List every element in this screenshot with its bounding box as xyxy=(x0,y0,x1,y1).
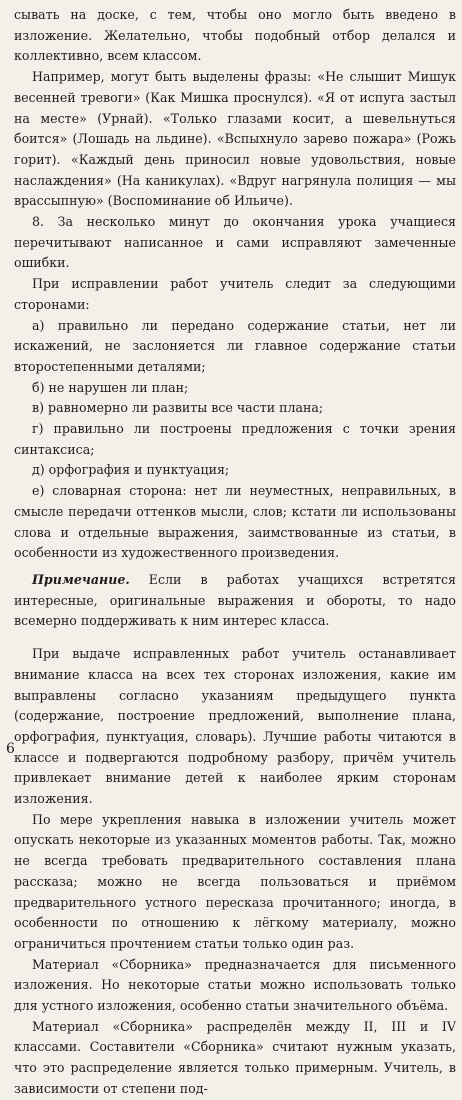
list-item-a: а) правильно ли передано содержание статьи, нет ли искажений, не заслоняется ли главное содержание статьи второстепенными деталями; xyxy=(14,317,456,374)
list-item-d: д) орфография и пунктуация; xyxy=(32,462,230,478)
page-body xyxy=(14,5,456,1100)
list-item-b: б) не нарушен ли план; xyxy=(32,379,189,395)
list-item-g: г) правильно ли построены предложения с точки зрения синтаксиса; xyxy=(14,421,456,457)
note-text: Если в работах учащихся встретятся интересные, оригинальные выражения и обороты, то надо всемерно поддерживать к ним интерес класса. xyxy=(14,571,456,629)
paragraph-material-purpose: Материал «Сборника» предназначается для письменного изложения. Но некоторые статьи можно использовать только для устного изложения, особенно статьи значительного объёма. xyxy=(14,956,456,1014)
note-paragraph xyxy=(14,570,456,632)
paragraph-continuation: сывать на доске, с тем, чтобы оно могло быть введено в изложение. Желательно, чтобы подобный отбор делался и коллективно, всем классом. xyxy=(14,7,456,64)
paragraph-step-8: 8. За несколько минут до окончания урока учащиеся перечитывают написанное и сами исправляют замеченные ошибки. xyxy=(14,214,456,271)
paragraph-skill-growth: По мере укрепления навыка в изложении учитель может опускать некоторые из указанных моментов работы. Так, можно не всегда требовать предварительного составления плана рассказа; можно не всегда пользоваться и приёмом предварительного устного пересказа прочитанного; иногда, в особенности по отношению к лёгкому материалу, можно ограничиться прочтением статьи только один раз. xyxy=(14,811,456,951)
page-number: 6 xyxy=(6,741,15,757)
paragraph-material-distribution: Материал «Сборника» распределён между II, III и IV классами. Составители «Сборника» считают нужным указать, что это распределение является только примерным. Учитель, в зависимости от степени под- xyxy=(14,1018,456,1096)
paragraph-returning-work: При выдаче исправленных работ учитель останавливает внимание класса на всех тех сторонах изложения, какие им выправлены согласно указаниям предыдущего пункта (содержание, построение предложений, выполнение плана, орфография, пунктуация, словарь). Лучшие работы читаются в классе и подвергаются подробному разбору, причём учитель привлекает внимание детей к наиболее ярким сторонам изложения. xyxy=(14,646,456,807)
note-label: Примечание. xyxy=(32,571,130,587)
list-item-e: е) словарная сторона: нет ли неуместных, неправильных, в смысле передачи оттенков мысли, слов; кстати ли использованы слова и отдельные выражения, заимствованные из статьи, в особенности из художественного произведения. xyxy=(14,483,456,561)
paragraph-correction-intro: При исправлении работ учитель следит за следующими сторонами: xyxy=(14,276,456,312)
paragraph-examples: Например, могут быть выделены фразы: «Не слышит Мишук весенней тревоги» (Как Мишка проснулся). «Я от испуга застыл на месте» (Урнай). «Только глазами косит, а шевельнуться боится» (Лошадь на льдине). «Вспыхнуло зарево пожара» (Рожь горит). «Каждый день приносил новые удовольствия, новые наслаждения» (На каникулах). «Вдруг нагрянула полиция — мы врассыпную» (Воспоминание об Ильиче). xyxy=(14,69,456,209)
list-item-v: в) равномерно ли развиты все части плана; xyxy=(32,400,324,416)
